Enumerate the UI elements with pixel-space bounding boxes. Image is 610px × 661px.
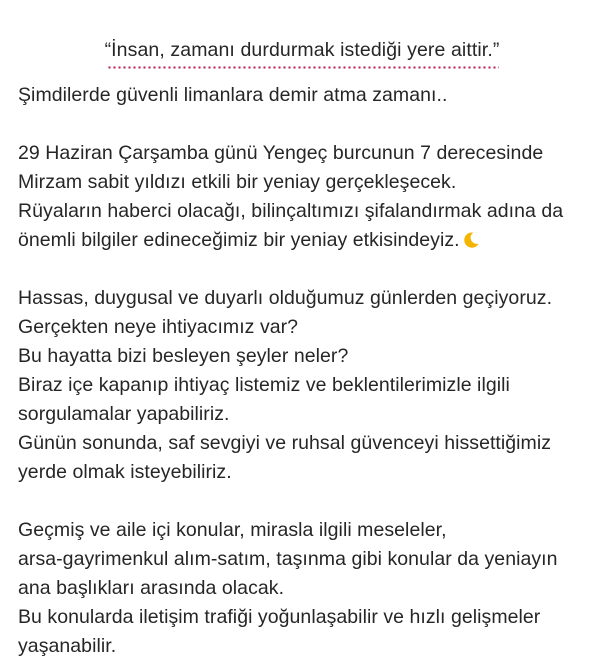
paragraph-intro [18,81,604,110]
text-line-with-icon [18,226,604,255]
quote-line [0,36,604,67]
text-line: Bu konularda iletişim trafiği yoğunlaşabilir ve hızlı gelişmeler [18,606,541,628]
text-line: Hassas, duygusal ve duyarlı olduğumuz günlerden geçiyoruz. [18,287,553,309]
text-line: Bu hayatta bizi besleyen şeyler neler? [18,345,349,367]
crescent-moon-icon [462,229,480,247]
text-line: yaşanabilir. [18,635,117,657]
paragraph-new-moon [18,139,604,255]
text-line: Mirzam sabit yıldızı etkili bir yeniay gerçekleşecek. [18,171,457,193]
text-line: ana başlıkları arasında olacak. [18,577,285,599]
text-line: yerde olmak isteyebiliriz. [18,461,232,483]
text-line: Biraz içe kapanıp ihtiyaç listemiz ve beklentilerimizle ilgili [18,374,510,396]
text-line: 29 Haziran Çarşamba günü Yengeç burcunun 7 derecesinde [18,142,544,164]
text-line: Rüyaların haberci olacağı, bilinçaltımızı şifalandırmak adına da [18,200,564,222]
paragraph-family [18,516,604,661]
quote-text: “İnsan, zamanı durdurmak istediği yere aittir.” [105,36,500,67]
text-line: Şimdilerde güvenli limanlara demir atma zamanı.. [18,84,448,106]
text-line: arsa-gayrimenkul alım-satım, taşınma gibi konular da yeniayın [18,548,558,570]
text-line: Geçmiş ve aile içi konular, mirasla ilgili meseleler, [18,519,447,541]
text-line: Gerçekten neye ihtiyacımız var? [18,316,299,338]
text-line: sorgulamalar yapabiliriz. [18,403,230,425]
text-line: önemli bilgiler edineceğimiz bir yeniay etkisindeyiz. [18,229,460,251]
text-line: Günün sonunda, saf sevgiyi ve ruhsal güvenceyi hissettiğimiz [18,432,552,454]
paragraph-sensitive [18,284,604,487]
